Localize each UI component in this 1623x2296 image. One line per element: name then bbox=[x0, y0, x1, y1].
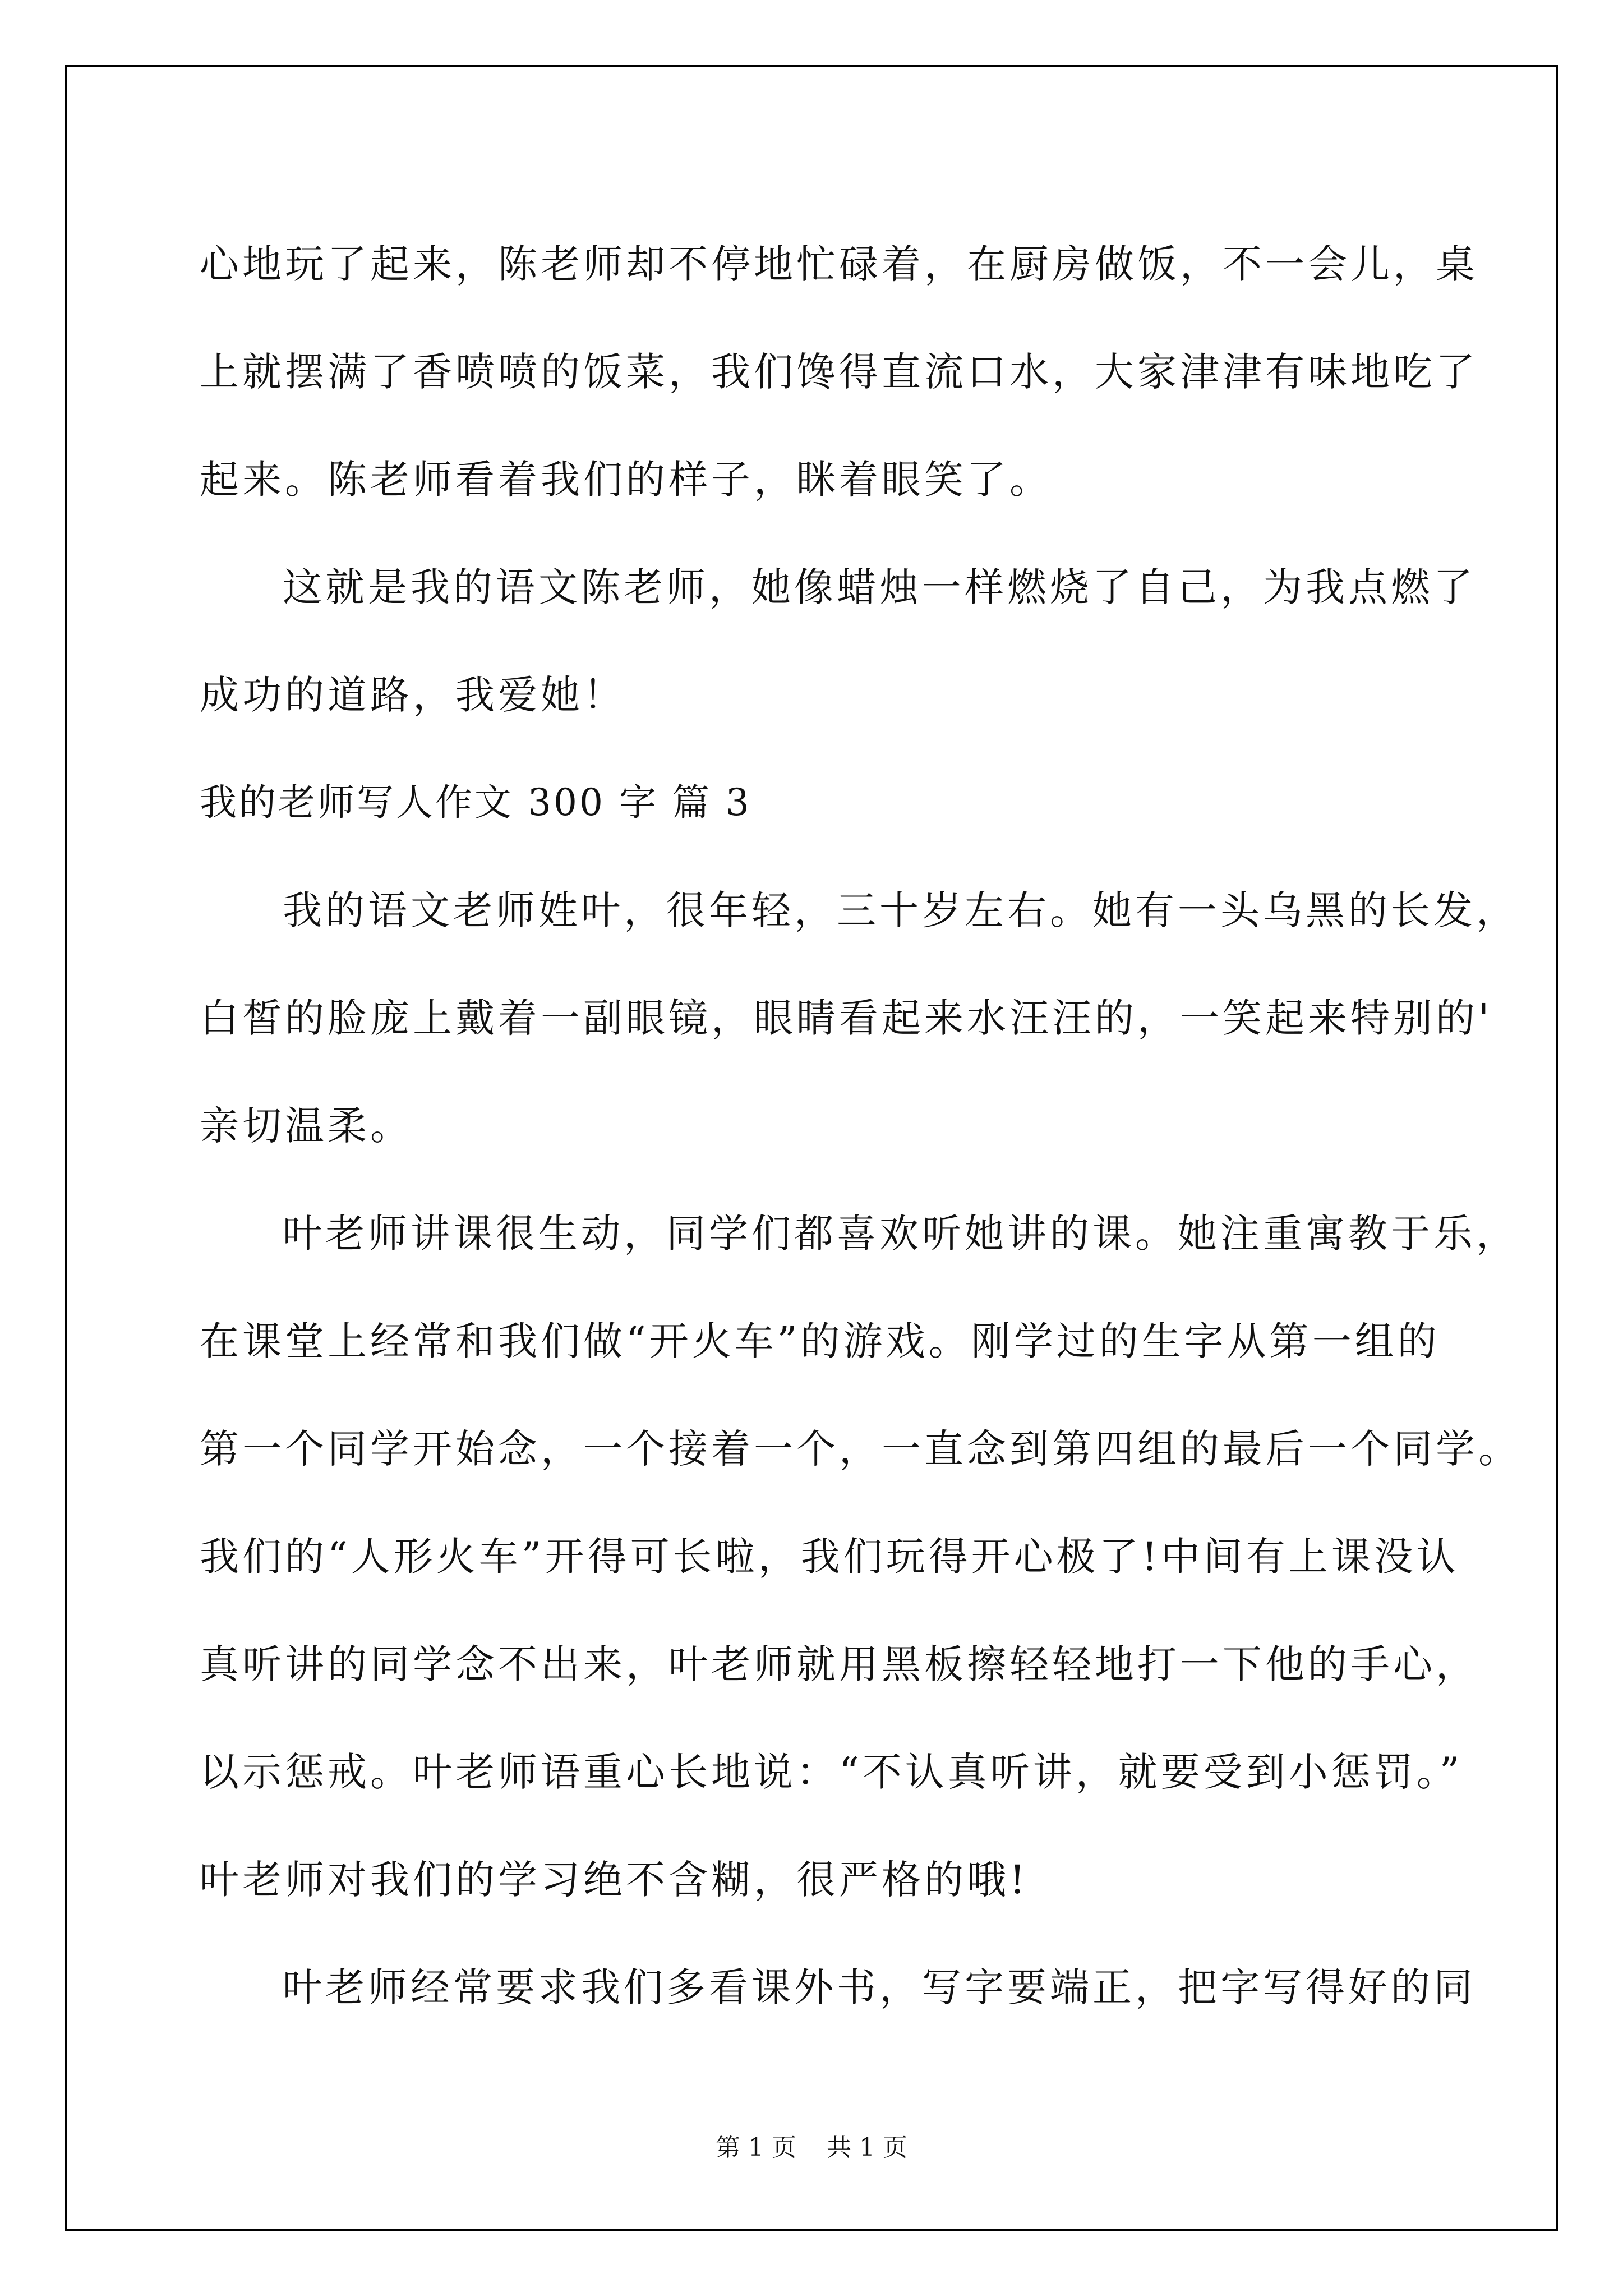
text-line: 亲切温柔。 bbox=[200, 1103, 413, 1149]
paragraph-start-line: 我的语文老师姓叶，很年轻，三十岁左右。她有一头乌黑的长发， bbox=[283, 887, 1519, 933]
text-line: 真听讲的同学念不出来，叶老师就用黑板擦轻轻地打一下他的手心， bbox=[200, 1641, 1478, 1687]
text-line: 白皙的脸庞上戴着一副眼镜，眼睛看起来水汪汪的，一笑起来特别的' bbox=[200, 995, 1493, 1041]
text-line: 我们的“人形火车”开得可长啦，我们玩得开心极了!中间有上课没认 bbox=[200, 1534, 1459, 1580]
paragraph-start-line: 叶老师讲课很生动，同学们都喜欢听她讲的课。她注重寓教于乐， bbox=[283, 1211, 1519, 1257]
page-number: 第 1 页 bbox=[716, 2133, 796, 2162]
text-line: 心地玩了起来，陈老师却不停地忙碌着，在厨房做饭，不一会儿，桌 bbox=[200, 241, 1478, 287]
text-line: 叶老师对我们的学习绝不含糊，很严格的哦! bbox=[200, 1857, 1029, 1903]
paragraph-start-line: 这就是我的语文陈老师，她像蜡烛一样燃烧了自己，为我点燃了 bbox=[283, 564, 1476, 610]
document-body bbox=[200, 210, 1521, 2041]
paragraph-start-line: 叶老师经常要求我们多看课外书，写字要端正，把字写得好的同 bbox=[283, 1964, 1476, 2010]
text-line: 上就摆满了香喷喷的饭菜，我们馋得直流口水，大家津津有味地吃了 bbox=[200, 349, 1478, 395]
section-heading: 我的老师写人作文 300 字 篇 3 bbox=[200, 781, 751, 824]
page-total: 共 1 页 bbox=[827, 2133, 907, 2162]
text-line: 成功的道路，我爱她！ bbox=[200, 672, 626, 718]
text-line: 起来。陈老师看着我们的样子，眯着眼笑了。 bbox=[200, 457, 1052, 503]
text-line: 在课堂上经常和我们做“开火车”的游戏。刚学过的生字从第一组的 bbox=[200, 1318, 1440, 1364]
page-footer bbox=[0, 2127, 1623, 2163]
text-line: 第一个同学开始念，一个接着一个，一直念到第四组的最后一个同学。 bbox=[200, 1426, 1521, 1472]
text-line: 以示惩戒。叶老师语重心长地说：“不认真听讲，就要受到小惩罚。” bbox=[200, 1749, 1463, 1795]
